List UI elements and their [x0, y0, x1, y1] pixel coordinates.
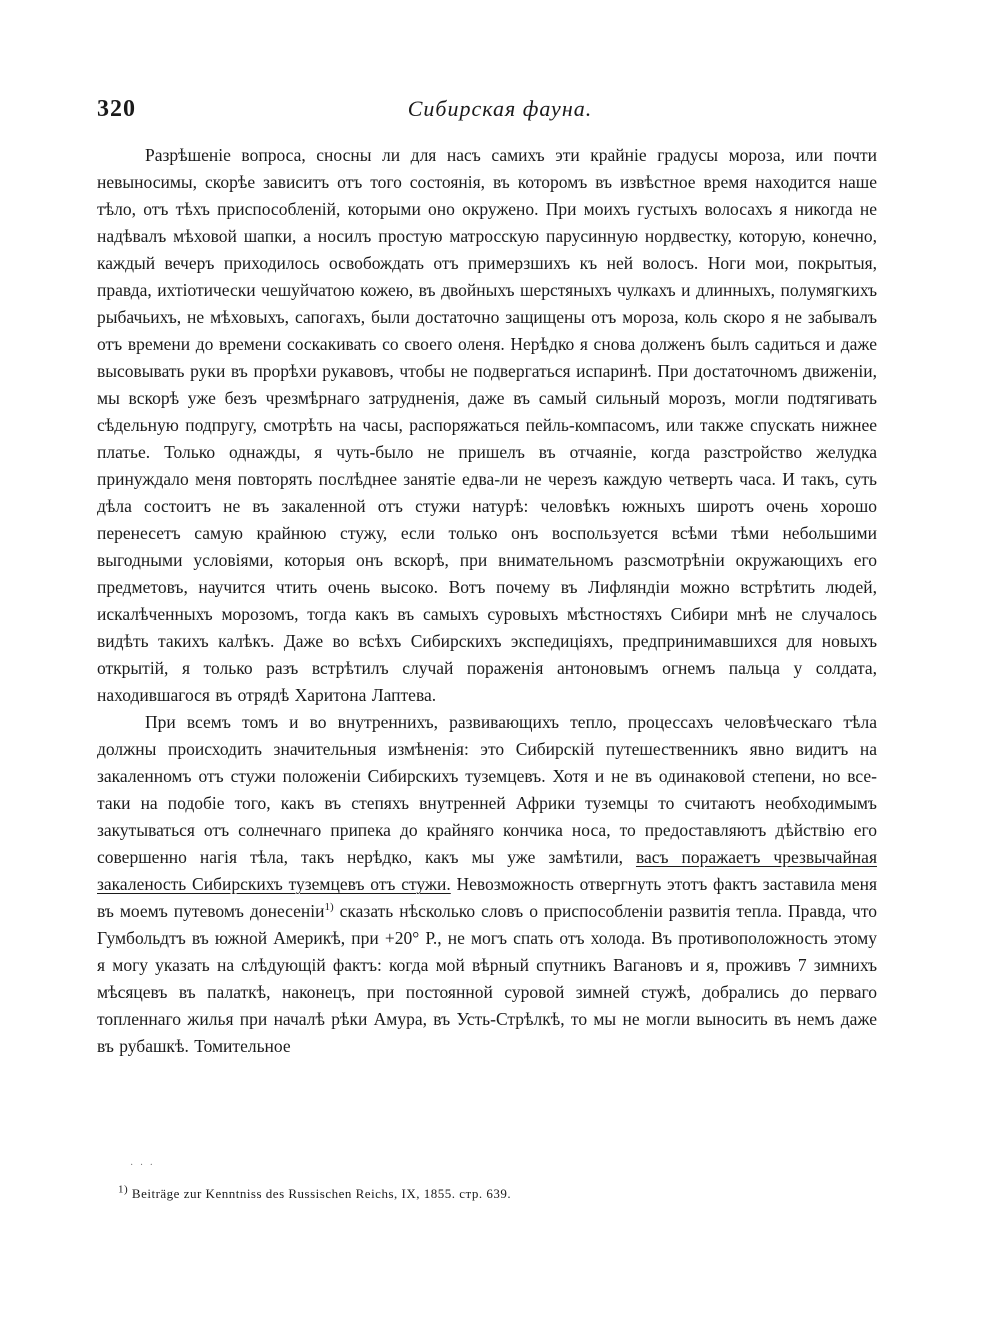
body-text [97, 142, 877, 1060]
underlined-passage: васъ поражаетъ чрезвычайная закаленость Сибирскихъ туземцевъ отъ стужи. [97, 847, 877, 894]
footnote [118, 1183, 512, 1202]
footnote-reference: 1) [324, 901, 334, 914]
paragraph-1-text: Разрѣшеніе вопроса, сносны ли для насъ самихъ эти крайніе градусы мороза, или почти невыносимы, скорѣе зависитъ отъ того состоянія, въ которомъ въ извѣстное время находится наше тѣло, отъ тѣхъ приспособленій, которыми оно окружено. При моихъ густыхъ волосахъ я никогда не надѣвалъ мѣховой шапки, а носилъ простую матросскую парусинную нордвестку, которую, конечно, каждый вечеръ приходилось освобождать отъ примерзшихъ къ ней волосъ. Ноги мои, покрытыя, правда, ихтіотически чешуйчатою кожею, въ двойныхъ шерстяныхъ чулкахъ и длинныхъ, полумягкихъ рыбачьихъ, не мѣховыхъ, сапогахъ, были достаточно защищены отъ мороза, коль скоро я не забывалъ отъ времени до времени соскакивать со своего оленя. Нерѣдко я снова долженъ былъ садиться и даже высовывать руки въ прорѣхи рукавовъ, чтобы не подвергаться испаринѣ. При достаточномъ движеніи, мы вскорѣ уже безъ чрезмѣрнаго затрудненія, даже въ самый сильный морозъ, могли подтягивать сѣдельную подпругу, смотрѣть на часы, распоряжаться пейль-компасомъ, или также спускать нижнее платье. Только однажды, я чуть-было не пришелъ въ отчаяніе, когда разстройство желудка принуждало меня повторять послѣднее занятіе едва-ли не черезъ каждую четверть часа. И такъ, суть дѣла состоитъ не въ закаленной отъ стужи натурѣ: человѣкъ южныхъ широтъ очень хорошо перенесетъ самую крайнюю стужу, если только онъ воспользуется всѣми тѣми небольшими выгодными условіями, которыя онъ вскорѣ, при внимательномъ разсмотрѣніи окружающихъ его предметовъ, научится чтить очень высоко. Вотъ почему въ Лифляндіи можно встрѣтить людей, искалѣченныхъ морозомъ, тогда какъ въ самыхъ суровыхъ мѣстностяхъ Сибири мнѣ не случалось видѣть такихъ калѣкъ. Даже во всѣхъ Сибирскихъ экспедиціяхъ, предпринимавшихся для новыхъ открытій, я только разъ встрѣтилъ случай пораженія антоновымъ огнемъ пальца у солдата, находившагося въ отрядѣ Харитона Лаптева. [97, 145, 877, 705]
footnote-mark: 1) [118, 1183, 129, 1196]
scan-mark: · · · [130, 1160, 155, 1171]
paragraph-2-text-middle: Невозможность отвергнуть этотъ фактъ заставила меня въ моемъ путевомъ донесеніи [97, 874, 878, 921]
paragraph-2 [97, 709, 877, 1060]
running-title: Сибирская фауна. [407, 96, 593, 121]
page-number: 320 [97, 96, 136, 122]
paragraph-2-text-start: При всемъ томъ и во внутреннихъ, развивающихъ тепло, процессахъ человѣческаго тѣла должны происходить значительныя измѣненія: это Сибирскій путешественникъ явно видитъ на закаленномъ отъ стужи положеніи Сибирскихъ туземцевъ. Хотя и не въ одинаковой степени, но все-таки на подобіе того, какъ въ степяхъ внутренней Африки туземцы то считаютъ необходимымъ закутываться отъ солнечнаго припека до крайняго кончика носа, то предоставляютъ дѣйствію его совершенно нагія тѣла, такъ нерѣдко, какъ мы уже замѣтили, [97, 712, 877, 867]
paragraph-2-text-end: сказать нѣсколько словъ о приспособленіи развитія тепла. Правда, что Гумбольдтъ въ южной Америкѣ, при +20° Р., не могъ спать отъ холода. Въ противоположность этому я могу указать на слѣдующій фактъ: когда мой вѣрный спутникъ Вагановъ и я, проживъ 7 зимнихъ мѣсяцевъ въ палаткѣ, наконецъ, при постоянной суровой зимней стужѣ, добрались до перваго топленнаго жилья при началѣ рѣки Амура, въ Усть-Стрѣлкѣ, то мы не могли выносить въ немъ даже въ рубашкѣ. Томительное [97, 901, 877, 1056]
footnote-text: Beiträge zur Kenntniss des Russischen Reichs, IX, 1855. стр. 639. [128, 1186, 512, 1201]
paragraph-1 [97, 142, 877, 709]
